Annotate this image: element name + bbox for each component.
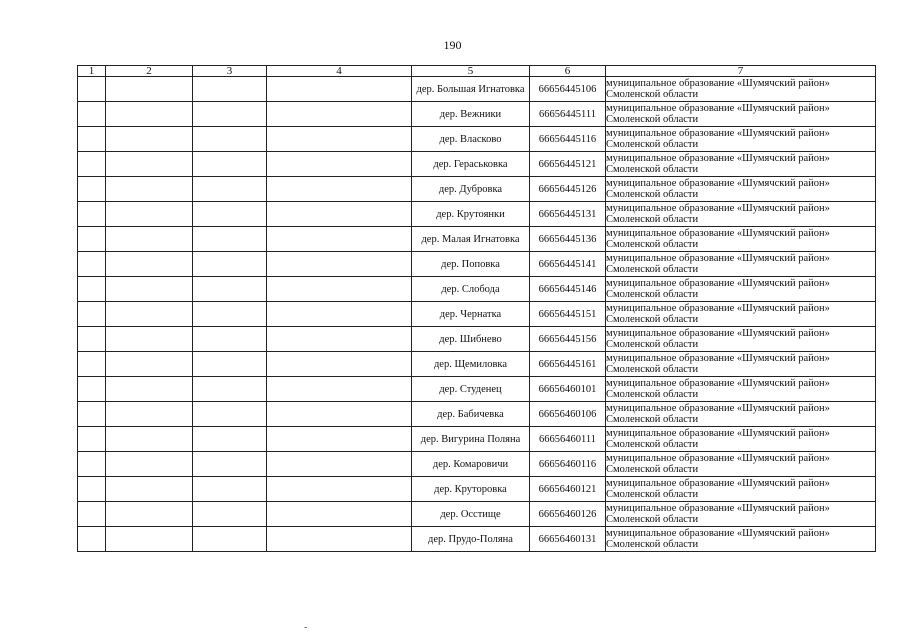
table-cell-c6: 66656460131	[530, 527, 606, 552]
table-cell-c7: муниципальное образование «Шумячский район» Смоленской области	[606, 352, 876, 377]
table-cell-c5: дер. Чернатка	[412, 302, 530, 327]
table-cell-c2	[106, 502, 193, 527]
table-cell-c6: 66656460106	[530, 402, 606, 427]
table-body	[78, 77, 876, 552]
table-cell-c2	[106, 377, 193, 402]
table-cell-c5: дер. Студенец	[412, 377, 530, 402]
table-row	[78, 452, 876, 477]
table-cell-c3	[193, 252, 267, 277]
table-cell-c5: дер. Крутоянки	[412, 202, 530, 227]
table-cell-c7: муниципальное образование «Шумячский район» Смоленской области	[606, 502, 876, 527]
table-cell-c7: муниципальное образование «Шумячский район» Смоленской области	[606, 327, 876, 352]
table-cell-c4	[267, 152, 412, 177]
table-cell-c7: муниципальное образование «Шумячский район» Смоленской области	[606, 202, 876, 227]
table-cell-c3	[193, 227, 267, 252]
table-cell-c2	[106, 352, 193, 377]
table-cell-c3	[193, 527, 267, 552]
table-cell-c7: муниципальное образование «Шумячский район» Смоленской области	[606, 127, 876, 152]
column-header: 2	[106, 66, 193, 77]
table-cell-c4	[267, 227, 412, 252]
table-cell-c1	[78, 277, 106, 302]
table-cell-c7: муниципальное образование «Шумячский район» Смоленской области	[606, 102, 876, 127]
table-cell-c5: дер. Власково	[412, 127, 530, 152]
table-cell-c3	[193, 377, 267, 402]
table-cell-c5: дер. Вежники	[412, 102, 530, 127]
table-cell-c5: дер. Бабичевка	[412, 402, 530, 427]
table-cell-c2	[106, 327, 193, 352]
table-cell-c2	[106, 302, 193, 327]
table-cell-c4	[267, 352, 412, 377]
column-header: 1	[78, 66, 106, 77]
table-cell-c6: 66656445126	[530, 177, 606, 202]
table-cell-c6: 66656445131	[530, 202, 606, 227]
table-cell-c5: дер. Шибнево	[412, 327, 530, 352]
table-cell-c1	[78, 352, 106, 377]
table-row	[78, 77, 876, 102]
table-cell-c5: дер. Круторовка	[412, 477, 530, 502]
table-cell-c1	[78, 477, 106, 502]
table-cell-c2	[106, 452, 193, 477]
table-row	[78, 427, 876, 452]
table-cell-c7: муниципальное образование «Шумячский район» Смоленской области	[606, 227, 876, 252]
table-row	[78, 277, 876, 302]
table-cell-c7: муниципальное образование «Шумячский район» Смоленской области	[606, 527, 876, 552]
table-cell-c4	[267, 527, 412, 552]
table-cell-c4	[267, 252, 412, 277]
table-row	[78, 502, 876, 527]
table-cell-c7: муниципальное образование «Шумячский район» Смоленской области	[606, 477, 876, 502]
table-header-row	[78, 66, 876, 77]
table-cell-c6: 66656445141	[530, 252, 606, 277]
table-cell-c6: 66656445106	[530, 77, 606, 102]
table-cell-c1	[78, 452, 106, 477]
table-cell-c3	[193, 352, 267, 377]
table-cell-c4	[267, 277, 412, 302]
table-cell-c1	[78, 227, 106, 252]
table-row	[78, 302, 876, 327]
table-row	[78, 102, 876, 127]
table-cell-c5: дер. Осстище	[412, 502, 530, 527]
table-cell-c2	[106, 277, 193, 302]
table-row	[78, 527, 876, 552]
table-cell-c3	[193, 302, 267, 327]
table-cell-c2	[106, 152, 193, 177]
table-cell-c3	[193, 152, 267, 177]
column-header: 7	[606, 66, 876, 77]
table-cell-c3	[193, 327, 267, 352]
table-cell-c6: 66656445156	[530, 327, 606, 352]
table-row	[78, 352, 876, 377]
table-cell-c4	[267, 202, 412, 227]
table-cell-c6: 66656445116	[530, 127, 606, 152]
table-cell-c2	[106, 202, 193, 227]
table-cell-c7: муниципальное образование «Шумячский район» Смоленской области	[606, 77, 876, 102]
table-cell-c3	[193, 77, 267, 102]
table-cell-c2	[106, 127, 193, 152]
table-cell-c6: 66656460126	[530, 502, 606, 527]
table-cell-c4	[267, 427, 412, 452]
table-cell-c6: 66656445161	[530, 352, 606, 377]
table-cell-c3	[193, 127, 267, 152]
table-cell-c1	[78, 202, 106, 227]
table-cell-c1	[78, 252, 106, 277]
table-cell-c2	[106, 527, 193, 552]
table-cell-c5: дер. Большая Игнатовка	[412, 77, 530, 102]
table-cell-c1	[78, 77, 106, 102]
table-cell-c1	[78, 177, 106, 202]
table-cell-c5: дер. Гераськовка	[412, 152, 530, 177]
table-cell-c3	[193, 452, 267, 477]
table-cell-c1	[78, 327, 106, 352]
table-cell-c4	[267, 452, 412, 477]
table-cell-c1	[78, 502, 106, 527]
table-cell-c3	[193, 177, 267, 202]
table-cell-c4	[267, 102, 412, 127]
table-row	[78, 252, 876, 277]
table-cell-c1	[78, 127, 106, 152]
table-cell-c7: муниципальное образование «Шумячский район» Смоленской области	[606, 277, 876, 302]
table-cell-c6: 66656445151	[530, 302, 606, 327]
table-cell-c5: дер. Щемиловка	[412, 352, 530, 377]
table-cell-c3	[193, 102, 267, 127]
table-row	[78, 127, 876, 152]
table-cell-c2	[106, 227, 193, 252]
table-cell-c3	[193, 477, 267, 502]
table-cell-c3	[193, 202, 267, 227]
table-cell-c7: муниципальное образование «Шумячский район» Смоленской области	[606, 302, 876, 327]
table-cell-c2	[106, 402, 193, 427]
table-cell-c4	[267, 177, 412, 202]
table-cell-c7: муниципальное образование «Шумячский район» Смоленской области	[606, 377, 876, 402]
table-cell-c3	[193, 277, 267, 302]
table-cell-c7: муниципальное образование «Шумячский район» Смоленской области	[606, 427, 876, 452]
table-cell-c3	[193, 502, 267, 527]
table-cell-c2	[106, 252, 193, 277]
table-cell-c5: дер. Малая Игнатовка	[412, 227, 530, 252]
table-cell-c1	[78, 402, 106, 427]
table-row	[78, 477, 876, 502]
column-header: 4	[267, 66, 412, 77]
table-cell-c4	[267, 377, 412, 402]
column-header: 3	[193, 66, 267, 77]
table-cell-c7: муниципальное образование «Шумячский район» Смоленской области	[606, 402, 876, 427]
table-cell-c4	[267, 502, 412, 527]
footer-mark: -	[304, 622, 308, 633]
table-cell-c2	[106, 427, 193, 452]
table-cell-c3	[193, 402, 267, 427]
table-row	[78, 327, 876, 352]
document-table	[77, 65, 876, 552]
table-cell-c5: дер. Поповка	[412, 252, 530, 277]
table-cell-c6: 66656460116	[530, 452, 606, 477]
table-cell-c6: 66656445136	[530, 227, 606, 252]
table-cell-c5: дер. Комаровичи	[412, 452, 530, 477]
table-cell-c6: 66656445146	[530, 277, 606, 302]
table-row	[78, 202, 876, 227]
table-cell-c4	[267, 127, 412, 152]
table-cell-c7: муниципальное образование «Шумячский район» Смоленской области	[606, 452, 876, 477]
table-cell-c5: дер. Слобода	[412, 277, 530, 302]
column-header: 6	[530, 66, 606, 77]
table-row	[78, 177, 876, 202]
table-cell-c6: 66656460121	[530, 477, 606, 502]
page-number: 190	[443, 38, 462, 52]
table-cell-c1	[78, 152, 106, 177]
table-cell-c1	[78, 527, 106, 552]
table-cell-c1	[78, 302, 106, 327]
table-cell-c7: муниципальное образование «Шумячский район» Смоленской области	[606, 177, 876, 202]
table-cell-c5: дер. Вигурина Поляна	[412, 427, 530, 452]
table-row	[78, 152, 876, 177]
table-cell-c2	[106, 77, 193, 102]
table-cell-c4	[267, 302, 412, 327]
table-cell-c2	[106, 102, 193, 127]
table-cell-c6: 66656460101	[530, 377, 606, 402]
table-cell-c6: 66656460111	[530, 427, 606, 452]
table-row	[78, 402, 876, 427]
table-row	[78, 227, 876, 252]
table-cell-c2	[106, 177, 193, 202]
table-cell-c1	[78, 102, 106, 127]
table-cell-c2	[106, 477, 193, 502]
column-header: 5	[412, 66, 530, 77]
table-cell-c7: муниципальное образование «Шумячский район» Смоленской области	[606, 152, 876, 177]
table-cell-c6: 66656445121	[530, 152, 606, 177]
table-cell-c7: муниципальное образование «Шумячский район» Смоленской области	[606, 252, 876, 277]
table-cell-c3	[193, 427, 267, 452]
table-cell-c5: дер. Дубровка	[412, 177, 530, 202]
table-cell-c4	[267, 327, 412, 352]
table-cell-c6: 66656445111	[530, 102, 606, 127]
table-cell-c5: дер. Прудо-Поляна	[412, 527, 530, 552]
table-cell-c4	[267, 77, 412, 102]
table-cell-c1	[78, 427, 106, 452]
table-cell-c4	[267, 402, 412, 427]
table-cell-c4	[267, 477, 412, 502]
table-row	[78, 377, 876, 402]
table-cell-c1	[78, 377, 106, 402]
